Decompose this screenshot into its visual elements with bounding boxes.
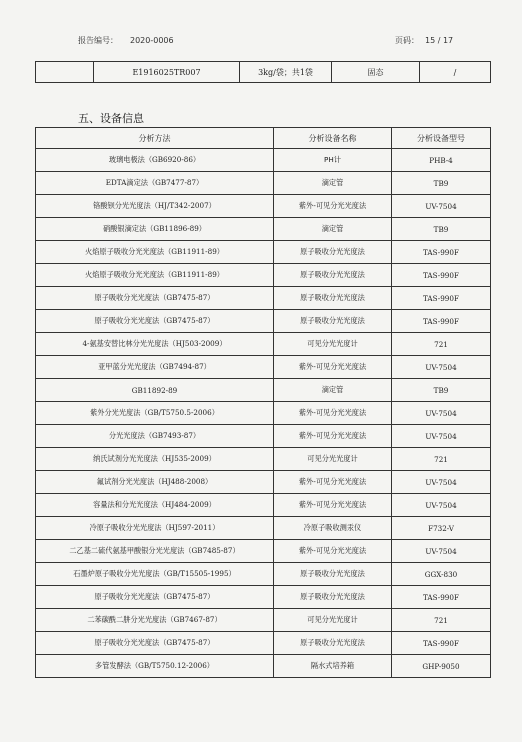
equipment-name-cell: 原子吸收分光光度法	[274, 287, 392, 310]
table-row	[36, 494, 491, 517]
equipment-model-cell: TB9	[392, 172, 491, 195]
table-row	[36, 172, 491, 195]
table-row	[36, 195, 491, 218]
equipment-model-cell: 721	[392, 609, 491, 632]
method-cell: 容量法和分光光度法（HJ484-2009）	[36, 494, 274, 517]
equipment-name-cell: 可见分光光度计	[274, 333, 392, 356]
equipment-model-cell: 721	[392, 448, 491, 471]
table-row	[36, 287, 491, 310]
table-row	[36, 471, 491, 494]
equipment-name-cell: 紫外-可见分光光度法	[274, 402, 392, 425]
table-row	[36, 609, 491, 632]
page-number-value: 15 / 17	[425, 36, 454, 45]
method-cell: 铬酸钡分光光度法（HJ/T342-2007）	[36, 195, 274, 218]
method-cell: 二苯碳酰二肼分光光度法（GB7467-87）	[36, 609, 274, 632]
table-row	[36, 379, 491, 402]
method-cell: GB11892-89	[36, 379, 274, 402]
table-row	[36, 563, 491, 586]
equipment-name-cell: 紫外-可见分光光度法	[274, 425, 392, 448]
equipment-name-cell: 滴定管	[274, 218, 392, 241]
section-title: 五、设备信息	[78, 112, 144, 125]
table-row	[36, 241, 491, 264]
table-row	[36, 310, 491, 333]
equipment-model-cell: TAS-990F	[392, 264, 491, 287]
table-row	[36, 586, 491, 609]
column-header-equipment-name: 分析设备名称	[274, 128, 392, 149]
method-cell: 分光光度法（GB7493-87）	[36, 425, 274, 448]
equipment-model-cell: GGX-830	[392, 563, 491, 586]
equipment-table	[35, 127, 491, 678]
table-row	[36, 425, 491, 448]
method-cell: 原子吸收分光光度法（GB7475-87）	[36, 632, 274, 655]
method-cell: 原子吸收分光光度法（GB7475-87）	[36, 310, 274, 333]
equipment-name-cell: PH计	[274, 149, 392, 172]
table-row	[36, 149, 491, 172]
equipment-model-cell: TAS-990F	[392, 287, 491, 310]
equipment-model-cell: UV-7504	[392, 402, 491, 425]
page-number-label: 页码：	[395, 36, 419, 45]
table-row	[36, 264, 491, 287]
equipment-name-cell: 紫外-可见分光光度法	[274, 540, 392, 563]
table-header-row	[36, 128, 491, 149]
method-cell: 4-氨基安替比林分光光度法（HJ503-2009）	[36, 333, 274, 356]
method-cell: 石墨炉原子吸收分光光度法（GB/T15505-1995）	[36, 563, 274, 586]
report-number	[78, 35, 174, 46]
equipment-model-cell: TAS-990F	[392, 310, 491, 333]
table-row	[36, 540, 491, 563]
equipment-model-cell: PHB-4	[392, 149, 491, 172]
method-cell: 硝酸银滴定法（GB11896-89）	[36, 218, 274, 241]
sample-table-continued	[35, 61, 491, 83]
equipment-model-cell: UV-7504	[392, 494, 491, 517]
equipment-name-cell: 原子吸收分光光度法	[274, 310, 392, 333]
equipment-model-cell: UV-7504	[392, 195, 491, 218]
equipment-name-cell: 冷原子吸收测汞仪	[274, 517, 392, 540]
table-row	[36, 218, 491, 241]
column-header-equipment-model: 分析设备型号	[392, 128, 491, 149]
remark-cell: /	[420, 62, 491, 83]
equipment-name-cell: 紫外-可见分光光度法	[274, 494, 392, 517]
table-row	[36, 655, 491, 678]
table-row	[36, 448, 491, 471]
equipment-model-cell: TB9	[392, 379, 491, 402]
method-cell: 原子吸收分光光度法（GB7475-87）	[36, 287, 274, 310]
equipment-name-cell: 紫外-可见分光光度法	[274, 471, 392, 494]
equipment-model-cell: UV-7504	[392, 425, 491, 448]
report-number-label: 报告编号：	[78, 36, 118, 45]
equipment-name-cell: 可见分光光度计	[274, 609, 392, 632]
method-cell: 冷原子吸收分光光度法（HJ597-2011）	[36, 517, 274, 540]
equipment-name-cell: 隔水式培养箱	[274, 655, 392, 678]
table-row	[36, 62, 491, 83]
equipment-name-cell: 原子吸收分光光度法	[274, 241, 392, 264]
equipment-name-cell: 原子吸收分光光度法	[274, 632, 392, 655]
method-cell: EDTA滴定法（GB7477-87）	[36, 172, 274, 195]
equipment-model-cell: TAS-990F	[392, 241, 491, 264]
state-cell: 固态	[332, 62, 420, 83]
equipment-name-cell: 可见分光光度计	[274, 448, 392, 471]
table-row	[36, 356, 491, 379]
equipment-model-cell: UV-7504	[392, 540, 491, 563]
method-cell: 多管发酵法（GB/T5750.12-2006）	[36, 655, 274, 678]
equipment-name-cell: 滴定管	[274, 379, 392, 402]
quantity-cell: 3kg/袋；共1袋	[240, 62, 332, 83]
method-cell: 紫外分光光度法（GB/T5750.5-2006）	[36, 402, 274, 425]
page-header	[0, 35, 522, 47]
method-cell: 玻璃电极法（GB6920-86）	[36, 149, 274, 172]
equipment-model-cell: 721	[392, 333, 491, 356]
method-cell: 原子吸收分光光度法（GB7475-87）	[36, 586, 274, 609]
equipment-model-cell: UV-7504	[392, 471, 491, 494]
equipment-name-cell: 原子吸收分光光度法	[274, 586, 392, 609]
method-cell: 氟试剂分光光度法（HJ488-2008）	[36, 471, 274, 494]
equipment-model-cell: F732-V	[392, 517, 491, 540]
equipment-name-cell: 紫外-可见分光光度法	[274, 356, 392, 379]
equipment-name-cell: 原子吸收分光光度法	[274, 264, 392, 287]
report-number-value: 2020-0006	[130, 36, 174, 45]
table-row	[36, 517, 491, 540]
page-number	[395, 35, 453, 46]
equipment-model-cell: TAS-990F	[392, 632, 491, 655]
equipment-name-cell: 滴定管	[274, 172, 392, 195]
method-cell: 火焰原子吸收分光光度法（GB11911-89）	[36, 241, 274, 264]
table-cell	[36, 62, 94, 83]
column-header-method: 分析方法	[36, 128, 274, 149]
equipment-name-cell: 紫外-可见分光光度法	[274, 195, 392, 218]
table-row	[36, 632, 491, 655]
method-cell: 火焰原子吸收分光光度法（GB11911-89）	[36, 264, 274, 287]
equipment-model-cell: GHP-9050	[392, 655, 491, 678]
method-cell: 纳氏试剂分光光度法（HJ535-2009）	[36, 448, 274, 471]
equipment-model-cell: TAS-990F	[392, 586, 491, 609]
table-row	[36, 333, 491, 356]
equipment-name-cell: 原子吸收分光光度法	[274, 563, 392, 586]
equipment-model-cell: TB9	[392, 218, 491, 241]
sample-code-cell: E1916025TR007	[94, 62, 240, 83]
equipment-model-cell: UV-7504	[392, 356, 491, 379]
table-row	[36, 402, 491, 425]
method-cell: 亚甲蓝分光光度法（GB7494-87）	[36, 356, 274, 379]
method-cell: 二乙基二硫代氨基甲酸银分光光度法（GB7485-87）	[36, 540, 274, 563]
